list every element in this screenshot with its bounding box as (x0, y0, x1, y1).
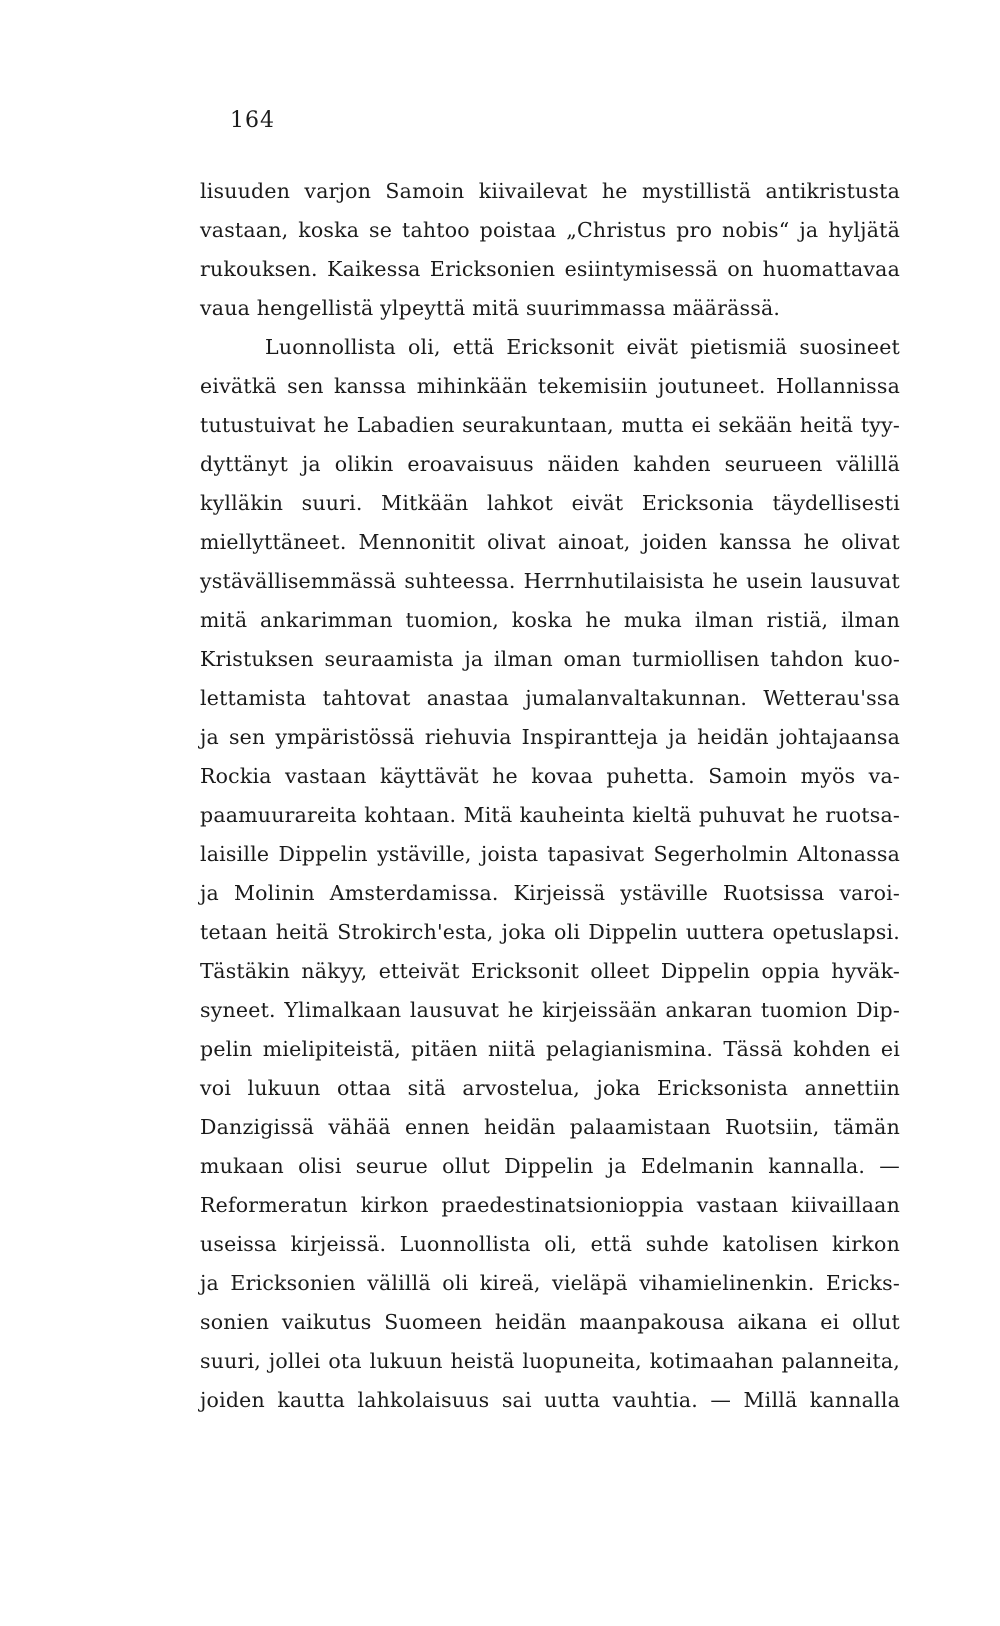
text-line: Tästäkin näkyy, etteivät Ericksonit olleet Dippelin oppia hyväk- (200, 959, 900, 983)
text-line: Reformeratun kirkon praedestinatsionioppia vastaan kiivaillaan (200, 1193, 900, 1217)
text-line: lisuuden varjon Samoin kiivailevat he mystillistä antikristusta (200, 179, 900, 203)
text-line: useissa kirjeissä. Luonnollista oli, että suhde katolisen kirkon (200, 1232, 900, 1256)
text-line: kylläkin suuri. Mitkään lahkot eivät Ericksonia täydellisesti (200, 491, 900, 515)
body-text (200, 172, 900, 1420)
text-line: eivätkä sen kanssa mihinkään tekemisiin joutuneet. Hollannissa (200, 374, 900, 398)
text-line: voi lukuun ottaa sitä arvostelua, joka Ericksonista annettiin (200, 1076, 900, 1100)
text-line: ja Molinin Amsterdamissa. Kirjeissä ystäville Ruotsissa varoi- (200, 881, 900, 905)
text-line: joiden kautta lahkolaisuus sai uutta vauhtia. — Millä kannalla (200, 1388, 900, 1412)
text-line: ja sen ympäristössä riehuvia Inspirantteja ja heidän johtajaansa (200, 725, 900, 749)
text-line: lettamista tahtovat anastaa jumalanvaltakunnan. Wetterau'ssa (200, 686, 900, 710)
text-line: Rockia vastaan käyttävät he kovaa puhetta. Samoin myös va- (200, 764, 900, 788)
text-line: miellyttäneet. Mennonitit olivat ainoat, joiden kanssa he olivat (200, 530, 900, 554)
text-line: Danzigissä vähää ennen heidän palaamistaan Ruotsiin, tämän (200, 1115, 900, 1139)
text-line: dyttänyt ja olikin eroavaisuus näiden kahden seurueen välillä (200, 452, 900, 476)
text-line: sonien vaikutus Suomeen heidän maanpakousa aikana ei ollut (200, 1310, 900, 1334)
text-line: Luonnollista oli, että Ericksonit eivät pietismiä suosineet (265, 335, 900, 359)
text-line: paamuurareita kohtaan. Mitä kauheinta kieltä puhuvat he ruotsa- (200, 803, 900, 827)
page-number: 164 (230, 108, 275, 133)
text-line: vaua hengellistä ylpeyttä mitä suurimmassa määrässä. (200, 296, 781, 320)
text-line: laisille Dippelin ystäville, joista tapasivat Segerholmin Altonassa (200, 842, 900, 866)
text-line: tutustuivat he Labadien seurakuntaan, mutta ei sekään heitä tyy- (200, 413, 900, 437)
text-line: rukouksen. Kaikessa Ericksonien esiintymisessä on huomattavaa (200, 257, 900, 281)
text-line: mitä ankarimman tuomion, koska he muka ilman ristiä, ilman (200, 608, 900, 632)
text-line: vastaan, koska se tahtoo poistaa „Christus pro nobis“ ja hyljätä (200, 218, 900, 242)
text-line: Kristuksen seuraamista ja ilman oman turmiollisen tahdon kuo- (200, 647, 900, 671)
text-line: syneet. Ylimalkaan lausuvat he kirjeissään ankaran tuomion Dip- (200, 998, 900, 1022)
text-line: tetaan heitä Strokirch'esta, joka oli Dippelin uuttera opetuslapsi. (200, 920, 900, 944)
text-line: pelin mielipiteistä, pitäen niitä pelagianismina. Tässä kohden ei (200, 1037, 900, 1061)
text-line: suuri, jollei ota lukuun heistä luopuneita, kotimaahan palanneita, (200, 1349, 900, 1373)
text-line: mukaan olisi seurue ollut Dippelin ja Edelmanin kannalla. — (200, 1154, 900, 1178)
text-line: ystävällisemmässä suhteessa. Herrnhutilaisista he usein lausuvat (200, 569, 900, 593)
text-line: ja Ericksonien välillä oli kireä, vieläpä vihamielinenkin. Ericks- (200, 1271, 900, 1295)
